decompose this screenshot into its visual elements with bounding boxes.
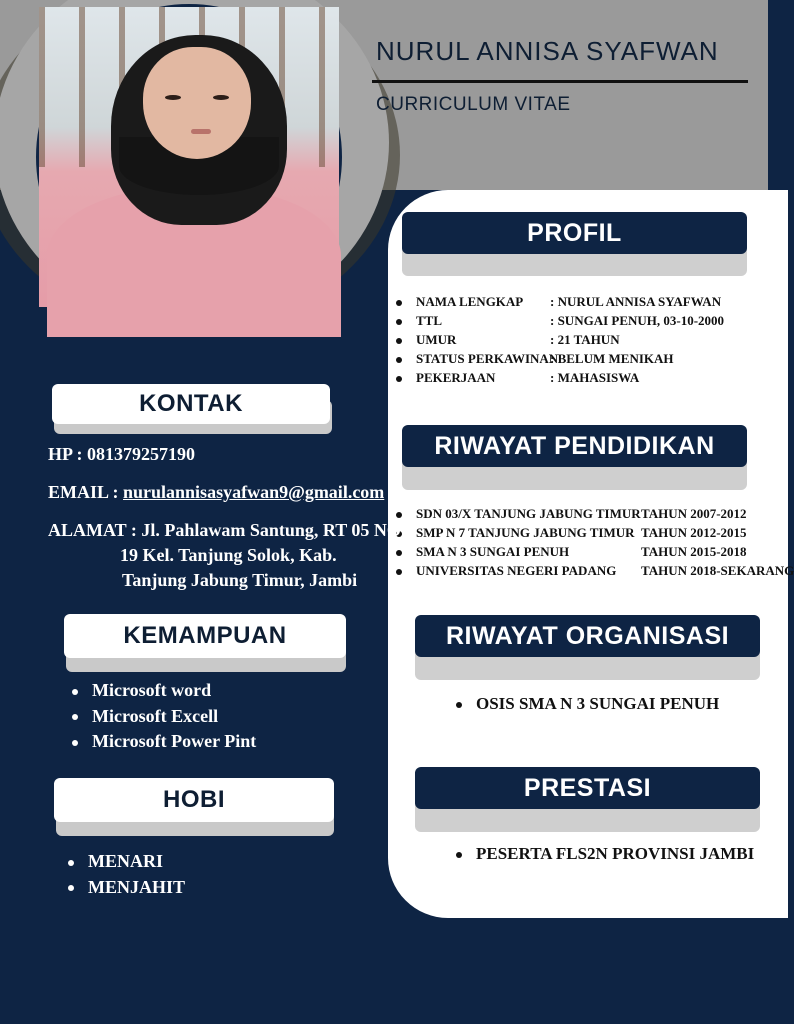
profil-label: STATUS PERKAWINAN (416, 351, 559, 366)
organisasi-list (456, 694, 719, 714)
prestasi-list (456, 844, 754, 864)
school-year: TAHUN 2018-SEKARANG (641, 563, 794, 578)
header-band-tab (380, 150, 722, 190)
profil-label: NAMA LENGKAP (416, 294, 524, 309)
pendidikan-list (396, 506, 794, 582)
alamat-line: 19 Kel. Tanjung Solok, Kab. (120, 545, 337, 565)
hp-label: HP : (48, 444, 87, 464)
hp-value: 081379257190 (87, 444, 195, 464)
prestasi-heading: PRESTASI (415, 767, 760, 809)
profil-value: : 21 TAHUN (550, 332, 620, 347)
kontak-alamat (48, 518, 401, 593)
kontak-email (48, 482, 384, 503)
kemampuan-list (72, 678, 256, 755)
organisasi-heading: RIWAYAT ORGANISASI (415, 615, 760, 657)
hobi-item: MENJAHIT (88, 876, 186, 897)
school-name: UNIVERSITAS NEGERI PADANG (416, 563, 617, 578)
list-item (456, 844, 754, 864)
alamat-line: Tanjung Jabung Timur, Jambi (122, 570, 358, 590)
profil-list (396, 294, 736, 389)
list-item (396, 506, 768, 525)
skill-item: Microsoft word (92, 680, 212, 700)
profil-label: TTL (416, 313, 443, 328)
email-label: EMAIL : (48, 482, 124, 502)
alamat-line: Jl. Pahlawam Santung, RT 05 NO (141, 520, 401, 540)
list-item (396, 294, 736, 313)
name-divider (372, 80, 748, 83)
list-item (72, 704, 256, 730)
email-link[interactable]: nurulannisasyafwan9@gmail.com (123, 482, 385, 502)
profil-value: : SUNGAI PENUH, 03-10-2000 (550, 313, 725, 328)
school-year: TAHUN 2015-2018 (641, 544, 747, 559)
pendidikan-heading: RIWAYAT PENDIDIKAN (402, 425, 747, 467)
list-item (396, 370, 736, 389)
profil-value: : BELUM MENIKAH (550, 351, 674, 366)
prestasi-item: PESERTA FLS2N PROVINSI JAMBI (476, 844, 755, 863)
candidate-name: NURUL ANNISA SYAFWAN (376, 36, 719, 66)
organisasi-item: OSIS SMA N 3 SUNGAI PENUH (476, 694, 720, 713)
list-item (68, 875, 185, 901)
profile-photo (36, 4, 342, 310)
school-year: TAHUN 2007-2012 (641, 506, 747, 521)
profil-value: : MAHASISWA (550, 370, 640, 385)
profil-label: UMUR (416, 332, 457, 347)
hobi-list (68, 849, 185, 900)
kontak-heading: KONTAK (52, 384, 330, 424)
document-subtitle: CURRICULUM VITAE (376, 94, 571, 115)
skill-item: Microsoft Power Pint (92, 731, 257, 751)
list-item (396, 351, 736, 370)
list-item (72, 729, 256, 755)
hobi-heading: HOBI (54, 778, 334, 822)
school-name: SDN 03/X TANJUNG JABUNG TIMUR (416, 506, 641, 521)
alamat-label: ALAMAT : (48, 520, 142, 540)
kemampuan-heading: KEMAMPUAN (64, 614, 346, 658)
list-item (396, 563, 794, 582)
list-item (68, 849, 185, 875)
list-item (396, 525, 768, 544)
school-name: SMA N 3 SUNGAI PENUH (416, 544, 570, 559)
school-name: SMP N 7 TANJUNG JABUNG TIMUR (416, 525, 635, 540)
school-year: TAHUN 2012-2015 (641, 525, 747, 540)
hobi-item: MENARI (88, 851, 163, 871)
list-item (456, 694, 719, 714)
list-item (396, 544, 768, 563)
list-item (396, 313, 736, 332)
profil-value: : NURUL ANNISA SYAFWAN (550, 294, 722, 309)
profil-label: PEKERJAAN (416, 370, 496, 385)
kontak-hp (48, 444, 195, 465)
list-item (396, 332, 736, 351)
list-item (72, 678, 256, 704)
profil-heading: PROFIL (402, 212, 747, 254)
skill-item: Microsoft Excell (92, 705, 219, 726)
